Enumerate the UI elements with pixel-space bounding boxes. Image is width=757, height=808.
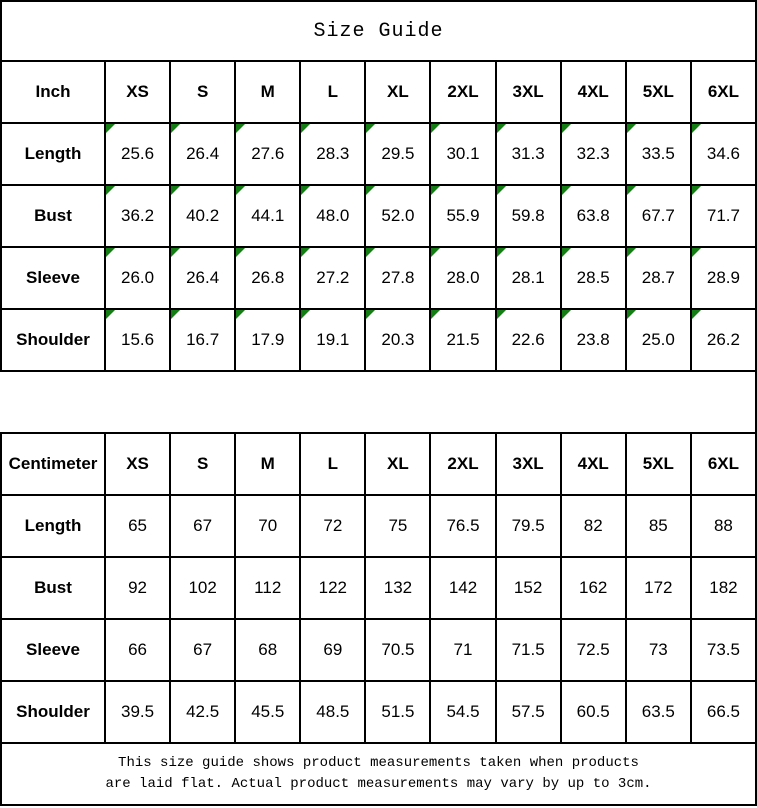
measurement-cell bbox=[496, 619, 561, 681]
measurement-value: 79.5 bbox=[511, 516, 545, 535]
measurement-value: 55.9 bbox=[446, 206, 480, 225]
measurement-value: 66 bbox=[128, 640, 147, 659]
page-title: Size Guide bbox=[313, 19, 444, 43]
measurement-value: 51.5 bbox=[381, 702, 415, 721]
measurement-value: 71 bbox=[453, 640, 473, 659]
measurement-value: 29.5 bbox=[381, 144, 415, 163]
measurement-cell bbox=[691, 619, 756, 681]
green-corner-marker-icon bbox=[497, 248, 506, 257]
measurement-cell bbox=[626, 495, 691, 557]
green-corner-marker-icon bbox=[236, 248, 245, 257]
green-corner-marker-icon bbox=[106, 124, 115, 133]
measurement-cell bbox=[626, 247, 691, 309]
measurement-value: 72.5 bbox=[576, 640, 610, 659]
measurement-cell bbox=[365, 247, 430, 309]
measurement-value: 85 bbox=[648, 516, 668, 535]
spacer-row bbox=[0, 372, 757, 432]
measurement-value: 162 bbox=[579, 578, 608, 597]
green-corner-marker-icon bbox=[366, 310, 375, 319]
measurement-value: 39.5 bbox=[121, 702, 155, 721]
measurement-cell bbox=[561, 123, 626, 185]
green-corner-marker-icon bbox=[366, 248, 375, 257]
measurement-value: 59.8 bbox=[511, 206, 545, 225]
measurement-value: 88 bbox=[713, 516, 733, 535]
green-corner-marker-icon bbox=[106, 310, 115, 319]
measurement-value: 28.3 bbox=[316, 144, 350, 163]
measurement-cell bbox=[691, 123, 756, 185]
measurement-value: 19.1 bbox=[316, 330, 350, 349]
size-column-header: 4XL bbox=[561, 433, 626, 495]
measurement-cell bbox=[691, 495, 756, 557]
measurement-cell bbox=[300, 681, 365, 743]
row-label-cell: Length bbox=[1, 495, 105, 557]
measurement-value: 45.5 bbox=[251, 702, 285, 721]
size-column-header: 3XL bbox=[496, 61, 561, 123]
measurement-value: 92 bbox=[128, 578, 147, 597]
footer-note bbox=[0, 744, 757, 806]
measurement-cell bbox=[561, 619, 626, 681]
green-corner-marker-icon bbox=[301, 248, 310, 257]
measurement-cell bbox=[300, 619, 365, 681]
size-table-centimeter bbox=[0, 432, 757, 744]
row-label-cell: Shoulder bbox=[1, 681, 105, 743]
measurement-value: 27.2 bbox=[316, 268, 350, 287]
green-corner-marker-icon bbox=[431, 310, 440, 319]
measurement-cell bbox=[430, 309, 495, 371]
measurement-cell bbox=[496, 309, 561, 371]
measurement-value: 25.0 bbox=[641, 330, 675, 349]
measurement-value: 16.7 bbox=[186, 330, 220, 349]
measurement-cell bbox=[105, 681, 170, 743]
measurement-value: 26.8 bbox=[251, 268, 285, 287]
size-column-header: 2XL bbox=[430, 61, 495, 123]
measurement-cell bbox=[365, 557, 430, 619]
measurement-cell bbox=[105, 185, 170, 247]
measurement-cell bbox=[496, 247, 561, 309]
measurement-cell bbox=[170, 309, 235, 371]
green-corner-marker-icon bbox=[106, 248, 115, 257]
footer-note-line: are laid flat. Actual product measurements may vary by up to 3cm. bbox=[105, 776, 652, 792]
green-corner-marker-icon bbox=[627, 124, 636, 133]
size-column-header: XL bbox=[365, 433, 430, 495]
measurement-cell bbox=[561, 185, 626, 247]
row-label-cell: Bust bbox=[1, 185, 105, 247]
measurement-value: 112 bbox=[254, 578, 282, 597]
measurement-cell bbox=[430, 247, 495, 309]
measurement-value: 27.8 bbox=[381, 268, 415, 287]
green-corner-marker-icon bbox=[171, 248, 180, 257]
measurement-value: 71.7 bbox=[706, 206, 740, 225]
measurement-cell bbox=[430, 619, 495, 681]
row-label-cell: Length bbox=[1, 123, 105, 185]
measurement-value: 54.5 bbox=[446, 702, 480, 721]
measurement-value: 28.5 bbox=[576, 268, 610, 287]
green-corner-marker-icon bbox=[431, 248, 440, 257]
measurement-cell bbox=[561, 495, 626, 557]
measurement-row bbox=[1, 247, 756, 309]
unit-header-cell: Centimeter bbox=[1, 433, 105, 495]
measurement-value: 142 bbox=[448, 578, 478, 597]
measurement-value: 22.6 bbox=[511, 330, 545, 349]
row-label-cell: Bust bbox=[1, 557, 105, 619]
measurement-value: 21.5 bbox=[446, 330, 480, 349]
size-column-header: M bbox=[235, 433, 300, 495]
measurement-cell bbox=[430, 681, 495, 743]
measurement-cell bbox=[430, 123, 495, 185]
measurement-cell bbox=[365, 495, 430, 557]
size-column-header: 5XL bbox=[626, 61, 691, 123]
measurement-cell bbox=[105, 123, 170, 185]
green-corner-marker-icon bbox=[171, 186, 180, 195]
green-corner-marker-icon bbox=[692, 124, 701, 133]
measurement-cell bbox=[430, 185, 495, 247]
green-corner-marker-icon bbox=[562, 124, 571, 133]
measurement-cell bbox=[105, 619, 170, 681]
measurement-cell bbox=[430, 495, 495, 557]
measurement-cell bbox=[105, 557, 170, 619]
unit-header-cell: Inch bbox=[1, 61, 105, 123]
measurement-cell bbox=[105, 247, 170, 309]
size-table-inch bbox=[0, 60, 757, 372]
measurement-value: 32.3 bbox=[576, 144, 610, 163]
green-corner-marker-icon bbox=[366, 124, 375, 133]
size-header-row bbox=[1, 61, 756, 123]
measurement-cell bbox=[235, 123, 300, 185]
measurement-row bbox=[1, 309, 756, 371]
green-corner-marker-icon bbox=[236, 186, 245, 195]
measurement-value: 26.4 bbox=[186, 268, 220, 287]
measurement-value: 57.5 bbox=[511, 702, 545, 721]
footer-note-line: This size guide shows product measurements taken when products bbox=[118, 755, 639, 771]
measurement-cell bbox=[235, 247, 300, 309]
size-column-header: XL bbox=[365, 61, 430, 123]
measurement-value: 65 bbox=[128, 516, 147, 535]
measurement-value: 26.2 bbox=[706, 330, 740, 349]
size-column-header: 3XL bbox=[496, 433, 561, 495]
measurement-value: 30.1 bbox=[446, 144, 480, 163]
measurement-value: 42.5 bbox=[186, 702, 220, 721]
measurement-value: 63.5 bbox=[641, 702, 675, 721]
green-corner-marker-icon bbox=[627, 248, 636, 257]
measurement-cell bbox=[365, 123, 430, 185]
measurement-row bbox=[1, 495, 756, 557]
measurement-cell bbox=[626, 309, 691, 371]
measurement-value: 122 bbox=[318, 578, 348, 597]
measurement-cell bbox=[496, 123, 561, 185]
measurement-value: 67 bbox=[193, 516, 213, 535]
size-column-header: 4XL bbox=[561, 61, 626, 123]
green-corner-marker-icon bbox=[627, 310, 636, 319]
green-corner-marker-icon bbox=[106, 186, 115, 195]
measurement-value: 67 bbox=[193, 640, 213, 659]
measurement-cell bbox=[235, 557, 300, 619]
row-label-cell: Sleeve bbox=[1, 619, 105, 681]
measurement-cell bbox=[496, 681, 561, 743]
measurement-value: 73.5 bbox=[706, 640, 740, 659]
measurement-cell bbox=[626, 681, 691, 743]
green-corner-marker-icon bbox=[171, 310, 180, 319]
measurement-cell bbox=[561, 681, 626, 743]
measurement-cell bbox=[691, 247, 756, 309]
size-column-header: S bbox=[170, 61, 235, 123]
green-corner-marker-icon bbox=[692, 248, 701, 257]
measurement-cell bbox=[365, 309, 430, 371]
measurement-cell bbox=[170, 557, 235, 619]
measurement-value: 76.5 bbox=[446, 516, 480, 535]
measurement-cell bbox=[626, 557, 691, 619]
measurement-value: 28.0 bbox=[446, 268, 480, 287]
measurement-value: 44.1 bbox=[251, 206, 285, 225]
green-corner-marker-icon bbox=[431, 186, 440, 195]
measurement-value: 48.0 bbox=[316, 206, 350, 225]
measurement-value: 28.1 bbox=[511, 268, 545, 287]
measurement-row bbox=[1, 681, 756, 743]
green-corner-marker-icon bbox=[562, 248, 571, 257]
measurement-value: 73 bbox=[648, 640, 668, 659]
measurement-value: 82 bbox=[583, 516, 603, 535]
measurement-value: 26.4 bbox=[186, 144, 220, 163]
measurement-cell bbox=[235, 185, 300, 247]
measurement-cell bbox=[235, 309, 300, 371]
measurement-value: 66.5 bbox=[706, 702, 740, 721]
measurement-cell bbox=[561, 557, 626, 619]
green-corner-marker-icon bbox=[171, 124, 180, 133]
green-corner-marker-icon bbox=[301, 124, 310, 133]
measurement-value: 36.2 bbox=[121, 206, 155, 225]
measurement-row bbox=[1, 557, 756, 619]
measurement-cell bbox=[561, 247, 626, 309]
measurement-cell bbox=[300, 123, 365, 185]
size-column-header: 5XL bbox=[626, 433, 691, 495]
green-corner-marker-icon bbox=[497, 310, 506, 319]
measurement-cell bbox=[496, 557, 561, 619]
measurement-value: 102 bbox=[188, 578, 217, 597]
measurement-value: 71.5 bbox=[511, 640, 545, 659]
measurement-cell bbox=[235, 681, 300, 743]
green-corner-marker-icon bbox=[497, 186, 506, 195]
size-column-header: XS bbox=[105, 61, 170, 123]
green-corner-marker-icon bbox=[497, 124, 506, 133]
measurement-cell bbox=[300, 495, 365, 557]
green-corner-marker-icon bbox=[692, 310, 701, 319]
measurement-value: 23.8 bbox=[576, 330, 610, 349]
measurement-value: 132 bbox=[383, 578, 413, 597]
measurement-value: 28.7 bbox=[641, 268, 675, 287]
green-corner-marker-icon bbox=[562, 310, 571, 319]
size-column-header: 2XL bbox=[430, 433, 495, 495]
measurement-value: 75 bbox=[388, 516, 408, 535]
measurement-cell bbox=[430, 557, 495, 619]
size-column-header: 6XL bbox=[691, 433, 756, 495]
measurement-cell bbox=[300, 185, 365, 247]
measurement-value: 33.5 bbox=[641, 144, 675, 163]
row-label-cell: Shoulder bbox=[1, 309, 105, 371]
measurement-value: 20.3 bbox=[381, 330, 415, 349]
title-box bbox=[0, 0, 757, 60]
size-column-header: L bbox=[300, 61, 365, 123]
measurement-cell bbox=[626, 123, 691, 185]
measurement-value: 17.9 bbox=[251, 330, 285, 349]
size-column-header: 6XL bbox=[691, 61, 756, 123]
measurement-row bbox=[1, 185, 756, 247]
measurement-row bbox=[1, 619, 756, 681]
green-corner-marker-icon bbox=[301, 186, 310, 195]
green-corner-marker-icon bbox=[366, 186, 375, 195]
measurement-value: 31.3 bbox=[511, 144, 545, 163]
measurement-cell bbox=[691, 681, 756, 743]
measurement-cell bbox=[235, 619, 300, 681]
size-column-header: S bbox=[170, 433, 235, 495]
green-corner-marker-icon bbox=[692, 186, 701, 195]
measurement-cell bbox=[691, 557, 756, 619]
measurement-value: 70.5 bbox=[381, 640, 415, 659]
row-label-cell: Sleeve bbox=[1, 247, 105, 309]
measurement-value: 52.0 bbox=[381, 206, 415, 225]
measurement-value: 172 bbox=[644, 578, 673, 597]
measurement-value: 68 bbox=[258, 640, 278, 659]
measurement-value: 27.6 bbox=[251, 144, 285, 163]
measurement-cell bbox=[300, 557, 365, 619]
measurement-value: 182 bbox=[709, 578, 738, 597]
measurement-cell bbox=[365, 185, 430, 247]
green-corner-marker-icon bbox=[301, 310, 310, 319]
measurement-cell bbox=[300, 247, 365, 309]
measurement-cell bbox=[170, 495, 235, 557]
measurement-value: 34.6 bbox=[706, 144, 740, 163]
measurement-value: 26.0 bbox=[121, 268, 155, 287]
measurement-cell bbox=[691, 309, 756, 371]
measurement-cell bbox=[496, 495, 561, 557]
measurement-value: 25.6 bbox=[121, 144, 155, 163]
measurement-cell bbox=[365, 619, 430, 681]
measurement-cell bbox=[105, 309, 170, 371]
measurement-value: 48.5 bbox=[316, 702, 350, 721]
measurement-cell bbox=[105, 495, 170, 557]
measurement-cell bbox=[170, 123, 235, 185]
measurement-cell bbox=[626, 185, 691, 247]
measurement-cell bbox=[365, 681, 430, 743]
size-column-header: XS bbox=[105, 433, 170, 495]
measurement-value: 67.7 bbox=[641, 206, 675, 225]
measurement-value: 152 bbox=[513, 578, 543, 597]
measurement-cell bbox=[170, 681, 235, 743]
measurement-value: 70 bbox=[258, 516, 278, 535]
measurement-value: 69 bbox=[323, 640, 343, 659]
measurement-cell bbox=[691, 185, 756, 247]
green-corner-marker-icon bbox=[431, 124, 440, 133]
green-corner-marker-icon bbox=[236, 124, 245, 133]
measurement-row bbox=[1, 123, 756, 185]
measurement-value: 28.9 bbox=[706, 268, 740, 287]
measurement-cell bbox=[626, 619, 691, 681]
green-corner-marker-icon bbox=[562, 186, 571, 195]
green-corner-marker-icon bbox=[627, 186, 636, 195]
measurement-cell bbox=[561, 309, 626, 371]
size-column-header: L bbox=[300, 433, 365, 495]
measurement-cell bbox=[170, 247, 235, 309]
size-column-header: M bbox=[235, 61, 300, 123]
measurement-value: 60.5 bbox=[576, 702, 610, 721]
measurement-value: 15.6 bbox=[121, 330, 155, 349]
size-header-row bbox=[1, 433, 756, 495]
measurement-cell bbox=[235, 495, 300, 557]
measurement-cell bbox=[170, 619, 235, 681]
measurement-cell bbox=[170, 185, 235, 247]
measurement-cell bbox=[496, 185, 561, 247]
measurement-value: 72 bbox=[323, 516, 343, 535]
measurement-cell bbox=[300, 309, 365, 371]
measurement-value: 40.2 bbox=[186, 206, 220, 225]
measurement-value: 63.8 bbox=[576, 206, 610, 225]
green-corner-marker-icon bbox=[236, 310, 245, 319]
